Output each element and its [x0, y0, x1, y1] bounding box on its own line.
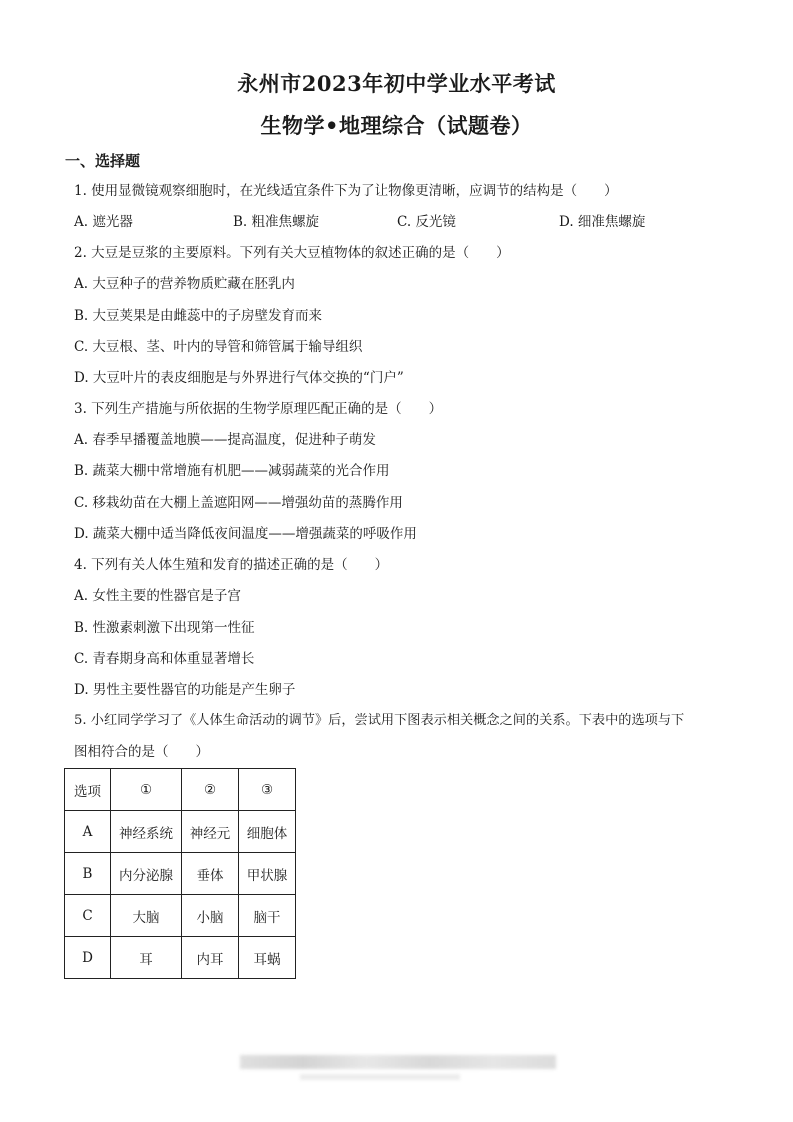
question-3-option-a: A. 春季早播覆盖地膜——提高温度，促进种子萌发: [74, 432, 376, 448]
table-cell: 内分泌腺: [111, 853, 182, 895]
question-5-stem-line2: 图相符合的是（ ）: [74, 744, 209, 760]
question-1-option-a: A. 遮光器: [74, 214, 133, 230]
question-1-stem: 1. 使用显微镜观察细胞时，在光线适宜条件下为了让物像更清晰，应调节的结构是（ ）: [74, 183, 618, 199]
table-cell: 脑干: [239, 895, 296, 937]
question-1-option-b: B. 粗准焦螺旋: [233, 214, 320, 230]
table-cell: 细胞体: [239, 811, 296, 853]
question-1-option-d: D. 细准焦螺旋: [559, 214, 646, 230]
question-5-stem-line1: 5. 小红同学学习了《人体生命活动的调节》后，尝试用下图表示相关概念之间的关系。下表中的选项与下: [74, 713, 685, 728]
table-cell: 神经系统: [111, 811, 182, 853]
table-header-cell: ②: [182, 769, 239, 811]
question-3-option-d: D. 蔬菜大棚中适当降低夜间温度——增强蔬菜的呼吸作用: [74, 526, 417, 542]
table-row: [65, 811, 296, 853]
question-3-stem: 3. 下列生产措施与所依据的生物学原理匹配正确的是（ ）: [74, 401, 443, 417]
table-header-cell: 选项: [65, 769, 111, 811]
table-header-row: [65, 769, 296, 811]
question-2-option-a: A. 大豆种子的营养物质贮藏在胚乳内: [74, 276, 295, 292]
question-2-option-b: B. 大豆荚果是由雌蕊中的子房壁发育而来: [74, 308, 323, 324]
exam-subtitle: 生物学•地理综合（试题卷）: [260, 113, 533, 138]
table-row: [65, 937, 296, 979]
question-3-option-b: B. 蔬菜大棚中常增施有机肥——减弱蔬菜的光合作用: [74, 463, 390, 479]
exam-title: 永州市2023年初中学业水平考试: [237, 71, 556, 96]
table-cell: 小脑: [182, 895, 239, 937]
table-cell: 神经元: [182, 811, 239, 853]
section-heading: 一、选择题: [65, 152, 141, 170]
table-cell: 甲状腺: [239, 853, 296, 895]
question-2-option-d: D. 大豆叶片的表皮细胞是与外界进行气体交换的“门户”: [74, 370, 404, 386]
question-2-option-c: C. 大豆根、茎、叶内的导管和筛管属于输导组织: [74, 339, 363, 355]
table-cell: B: [65, 853, 111, 895]
question-1-option-c: C. 反光镜: [397, 214, 456, 230]
question-4-stem: 4. 下列有关人体生殖和发育的描述正确的是（ ）: [74, 557, 389, 573]
question-4-option-a: A. 女性主要的性器官是子宫: [74, 588, 241, 604]
table-cell: 垂体: [182, 853, 239, 895]
table-cell: D: [65, 937, 111, 979]
table-cell: 大脑: [111, 895, 182, 937]
table-row: [65, 895, 296, 937]
table-header-cell: ①: [111, 769, 182, 811]
question-3-option-c: C. 移栽幼苗在大棚上盖遮阳网——增强幼苗的蒸腾作用: [74, 495, 403, 511]
table-cell: 耳蜗: [239, 937, 296, 979]
question-4-option-b: B. 性激素刺激下出现第一性征: [74, 620, 255, 636]
table-cell: A: [65, 811, 111, 853]
table-cell: C: [65, 895, 111, 937]
question-5-table: [64, 768, 296, 979]
table-row: [65, 853, 296, 895]
table-cell: 内耳: [182, 937, 239, 979]
question-4-option-c: C. 青春期身高和体重显著增长: [74, 651, 255, 667]
table-cell: 耳: [111, 937, 182, 979]
blurred-footer-watermark-sub: [300, 1074, 460, 1080]
question-4-option-d: D. 男性主要性器官的功能是产生卵子: [74, 682, 296, 698]
blurred-footer-watermark: [240, 1055, 556, 1069]
question-2-stem: 2. 大豆是豆浆的主要原料。下列有关大豆植物体的叙述正确的是（ ）: [74, 245, 510, 261]
table-header-cell: ③: [239, 769, 296, 811]
